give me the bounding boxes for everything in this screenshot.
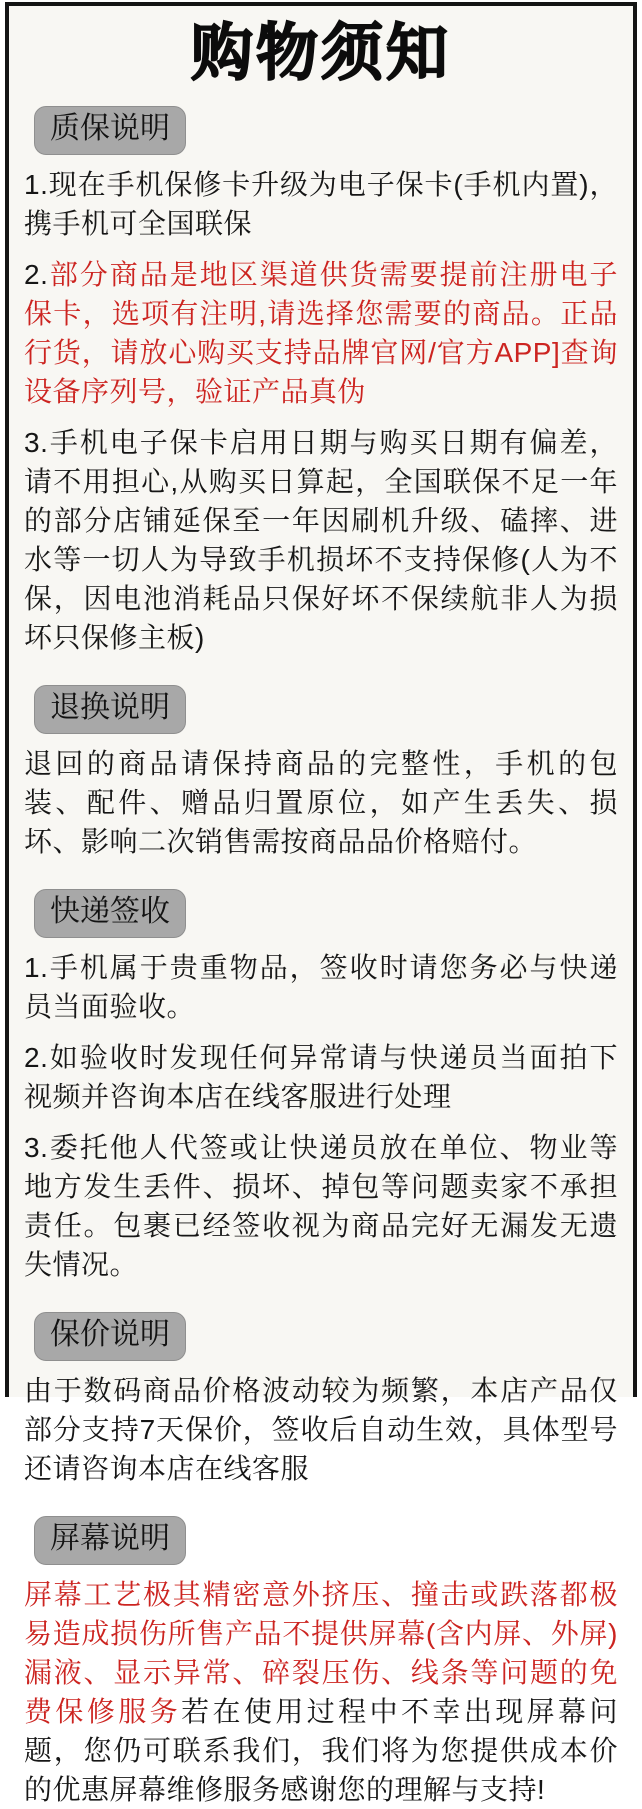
section-paragraphs: [24, 165, 618, 657]
notice-text-segment: 1.手机属于贵重物品，签收时请您务必与快递员当面验收。: [24, 952, 618, 1023]
notice-text-segment: 1.现在手机保修卡升级为电子保卡(手机内置)，携手机可全国联保: [24, 169, 618, 240]
notice-section: [24, 669, 618, 861]
notice-text-segment: 退回的商品请保持商品的完整性，手机的包装、配件、赠品归置原位，如产生丢失、损坏、影响二次销售需按商品品价格赔付。: [24, 748, 618, 858]
notice-text-segment: 2.如验收时发现任何异常请与快递员当面拍下视频并咨询本店在线客服进行处理: [24, 1042, 618, 1113]
section-badge: 保价说明: [34, 1312, 186, 1361]
notice-paragraph: [24, 423, 618, 657]
notice-paragraph: [24, 1371, 618, 1488]
notice-paragraph: [24, 165, 618, 243]
notice-paragraph: [24, 1128, 618, 1284]
notice-paragraph: [24, 744, 618, 861]
notice-section: [24, 90, 618, 657]
section-paragraphs: [24, 948, 618, 1284]
notice-section: [24, 1296, 618, 1488]
section-badge: 质保说明: [34, 106, 186, 155]
page-frame: [5, 2, 637, 1806]
notice-text-segment: 屏幕工艺极其精密意外挤压、撞击或跌落都极易造成损伤所售产品不提供屏幕(含内屏、外屏)漏液、显示异常、碎裂压伤、线条等问题的免费保修服务: [24, 1579, 618, 1728]
section-paragraphs: [24, 1371, 618, 1488]
notice-section: [24, 873, 618, 1284]
section-badge: 屏幕说明: [34, 1516, 186, 1565]
section-badge: 快递签收: [34, 889, 186, 938]
notice-paragraph: [24, 1575, 618, 1809]
notice-text-segment: 部分商品是地区渠道供货需要提前注册电子保卡，选项有注明,请选择您需要的商品。正品行货，请放心购买支持品牌官网/官方APP]查询设备序列号，验证产品真伪: [24, 259, 618, 408]
notice-text-segment: 2.: [24, 259, 49, 291]
section-badge: 退换说明: [34, 685, 186, 734]
notice-text-segment: 3.委托他人代签或让快递员放在单位、物业等地方发生丢件、损坏、掉包等问题卖家不承担责任。包裹已经签收视为商品完好无漏发无遗失情况。: [24, 1132, 618, 1281]
notice-paragraph: [24, 948, 618, 1026]
notice-text-segment: 由于数码商品价格波动较为频繁，本店产品仅部分支持7天保价，签收后自动生效，具体型号还请咨询本店在线客服: [24, 1375, 618, 1485]
notice-text-segment: 3.手机电子保卡启用日期与购买日期有偏差，请不用担心,从购买日算起，全国联保不足一年的部分店铺延保至一年因刷机升级、磕摔、进水等一切人为导致手机损坏不支持保修(人为不保，因电池消耗品只保好坏不保续航非人为损坏只保修主板): [24, 427, 618, 654]
notice-paragraph: [24, 255, 618, 411]
page-title: 购物须知: [190, 19, 451, 88]
section-paragraphs: [24, 1575, 618, 1809]
notice-paragraph: [24, 1038, 618, 1116]
section-paragraphs: [24, 744, 618, 861]
notice-text-segment: 若在使用过程中不幸出现屏幕问题，您仍可联系我们，我们将为您提供成本价的优惠屏幕维修服务感谢您的理解与支持!: [24, 1696, 618, 1806]
sections-container: [24, 90, 618, 1809]
notice-section: [24, 1500, 618, 1809]
